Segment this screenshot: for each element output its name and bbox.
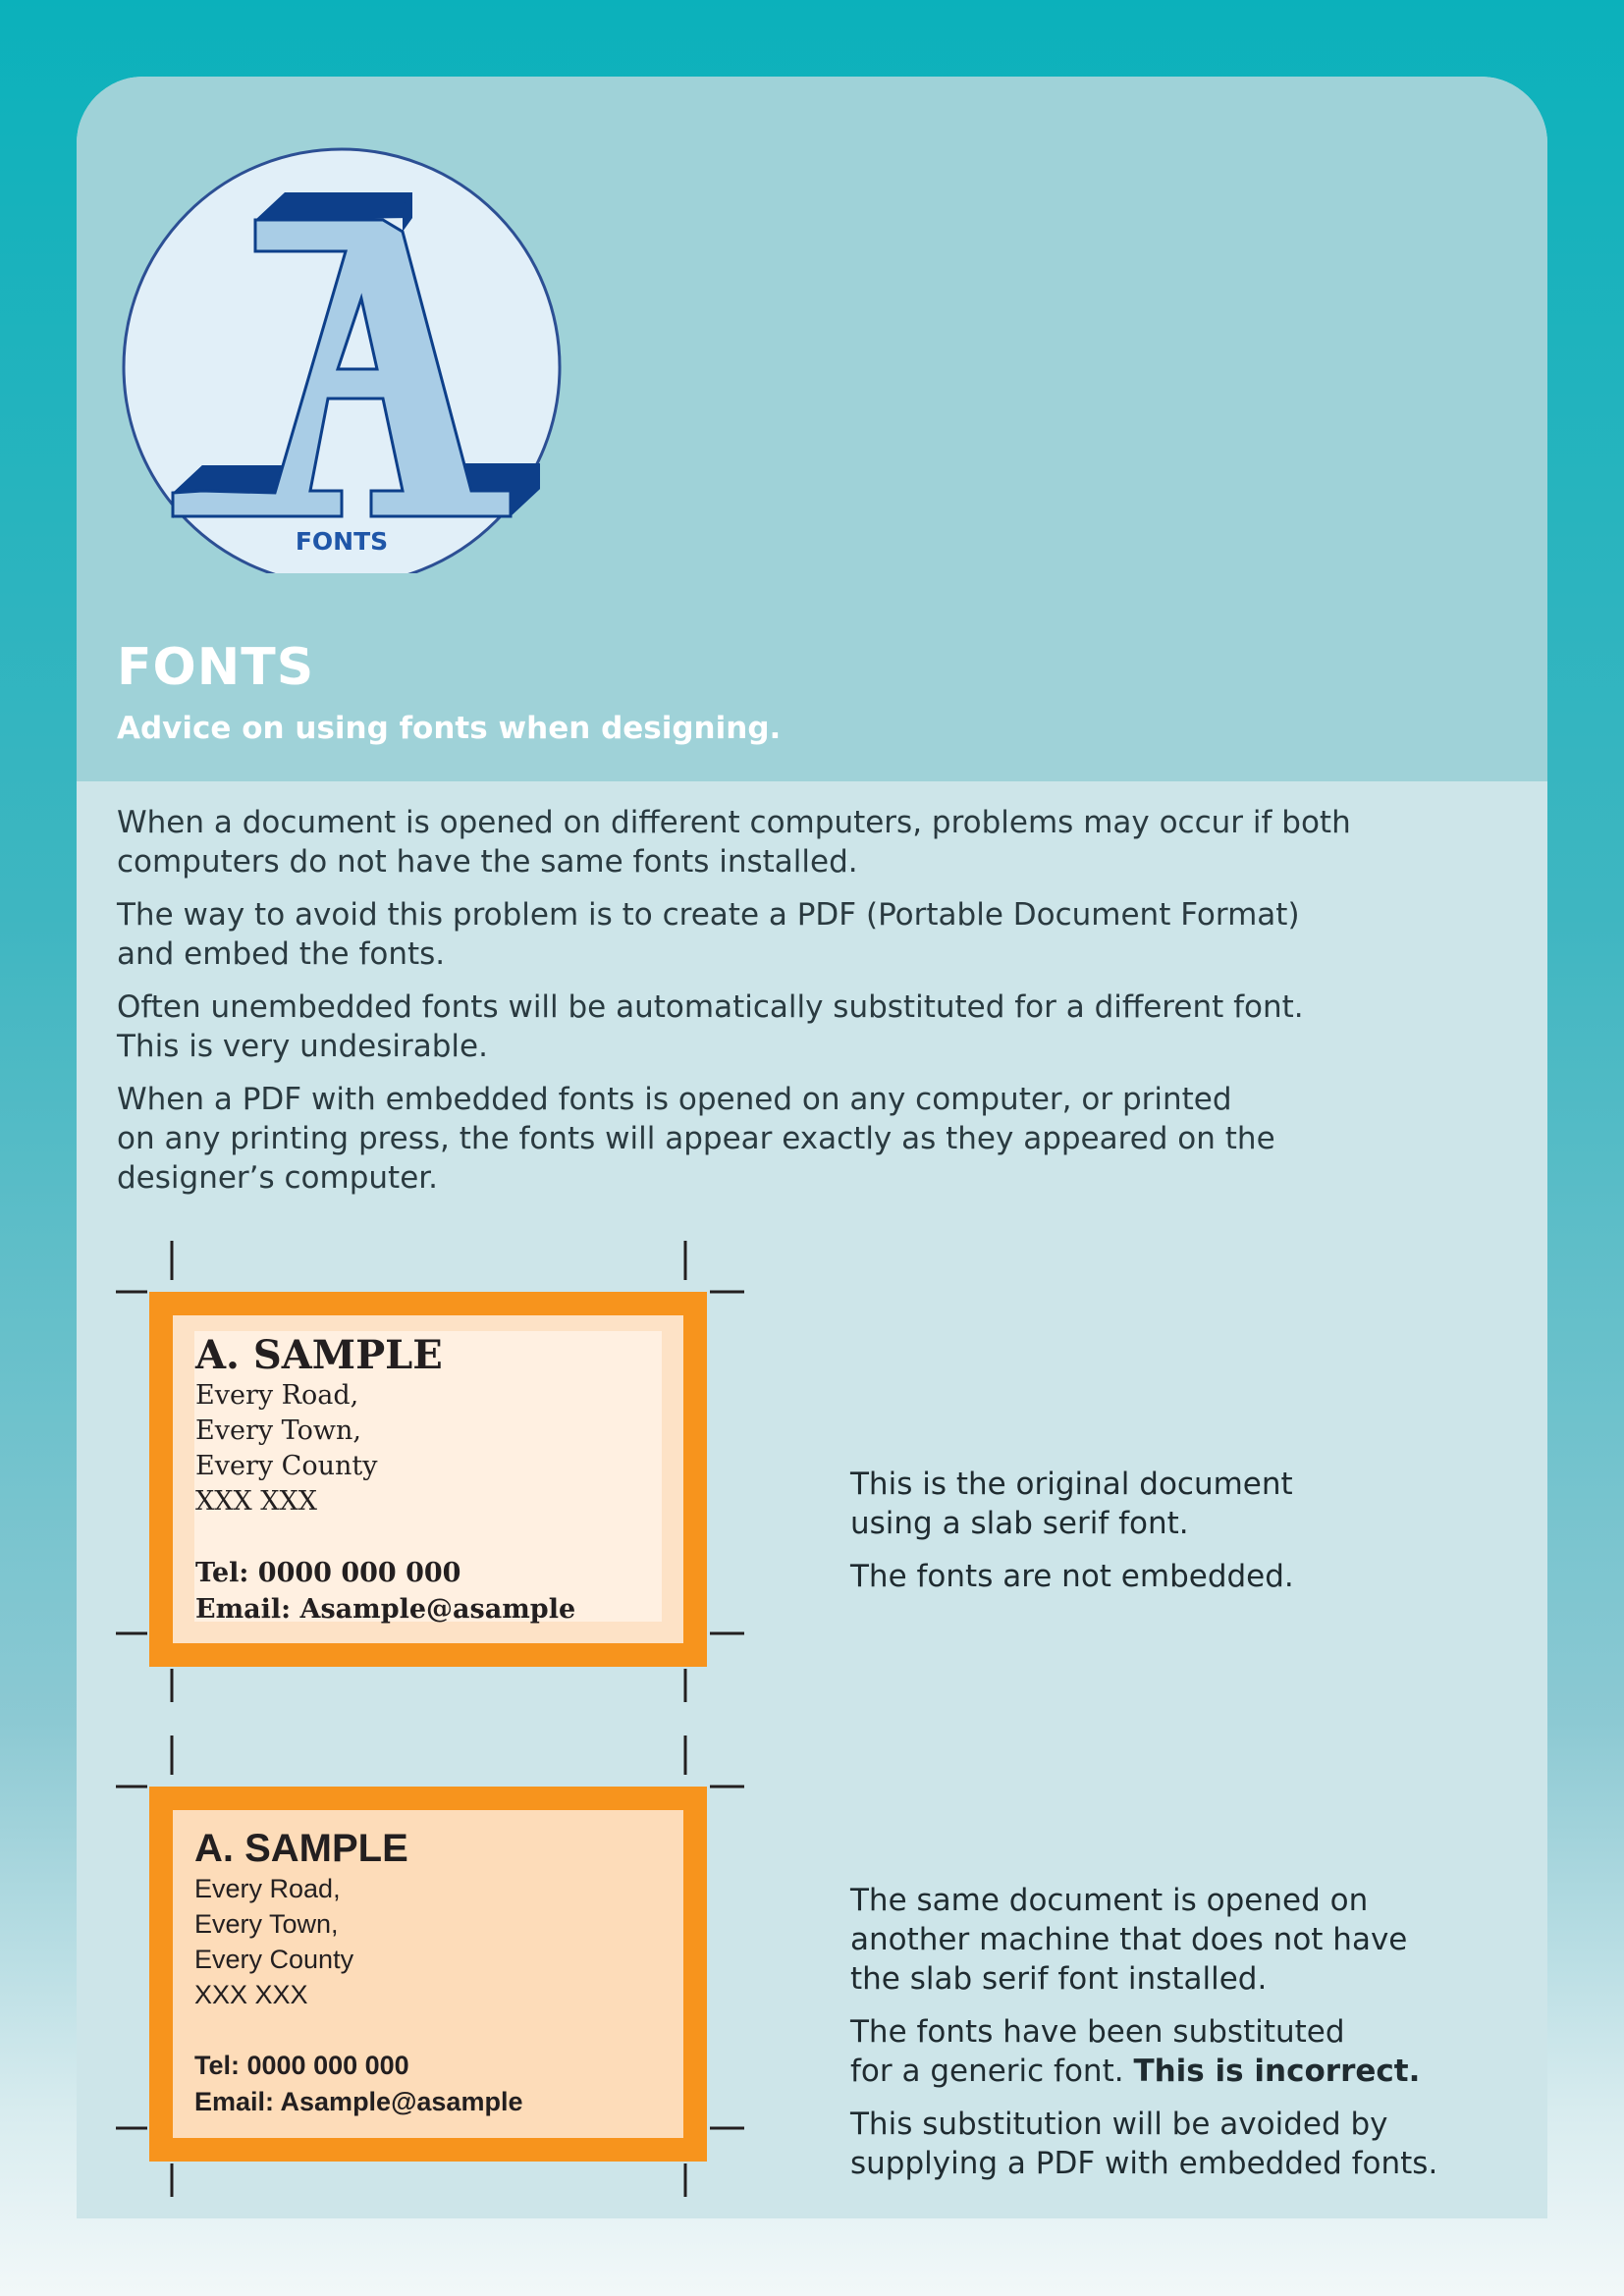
desc-original-1: This is the original document using a slab serif font.: [850, 1467, 1293, 1541]
desc-substituted-3: This substitution will be avoided by supplying a PDF with embedded fonts.: [850, 2107, 1438, 2181]
card-address-line: Every Town,: [194, 1909, 339, 1939]
business-card-substituted: [149, 1787, 707, 2162]
desc-substituted-2-text: The fonts have been substituted for a generic font.: [850, 2014, 1345, 2089]
card-address-line: Every County: [195, 1451, 378, 1481]
intro-paragraph-3: Often unembedded fonts will be automatically substituted for a different font. This is very undesirable.: [117, 989, 1304, 1064]
example-original-description: [850, 1465, 1294, 1610]
intro-paragraph-2: The way to avoid this problem is to create a PDF (Portable Document Format) and embed the fonts.: [117, 897, 1300, 972]
card-address-line: Every Town,: [195, 1415, 361, 1446]
card-address-line: Every County: [194, 1945, 354, 1974]
card-address-line: XXX XXX: [194, 1980, 308, 2009]
logo-label: FONTS: [295, 527, 389, 556]
card-name: A. SAMPLE: [195, 1332, 443, 1378]
business-card-original: [149, 1292, 707, 1667]
page-title: FONTS: [117, 638, 315, 697]
desc-substituted-2: [850, 2012, 1437, 2091]
card-email: Email: Asample@asample: [194, 2087, 523, 2116]
desc-original-2: The fonts are not embedded.: [850, 1559, 1294, 1594]
card-tel: Tel: 0000 000 000: [194, 2051, 409, 2080]
card-name: A. SAMPLE: [194, 1827, 408, 1870]
card-email: Email: Asample@asample: [195, 1594, 576, 1625]
example-original: [77, 1241, 1547, 1702]
card-header: [77, 77, 1547, 781]
intro-text: [117, 803, 1511, 1211]
fonts-card: [77, 77, 1547, 2218]
card-address-line: XXX XXX: [195, 1486, 317, 1517]
card-tel: Tel: 0000 000 000: [195, 1558, 461, 1588]
intro-paragraph-4: When a PDF with embedded fonts is opened on any computer, or printed on any printing press, the fonts will appear exactly as they appeared on the designer’s computer.: [117, 1082, 1275, 1196]
card-address-line: Every Road,: [194, 1874, 341, 1903]
desc-substituted-1: The same document is opened on another machine that does not have the slab serif font installed.: [850, 1883, 1408, 1997]
example-substituted: [77, 1735, 1547, 2197]
fonts-logo: [118, 122, 569, 573]
example-substituted-description: [850, 1881, 1437, 2197]
page-subtitle: Advice on using fonts when designing.: [117, 711, 782, 746]
intro-paragraph-1: When a document is opened on different computers, problems may occur if both computers do not have the same fonts installed.: [117, 805, 1351, 880]
card-address-line: Every Road,: [195, 1380, 359, 1411]
incorrect-emphasis: This is incorrect.: [1133, 2054, 1421, 2089]
